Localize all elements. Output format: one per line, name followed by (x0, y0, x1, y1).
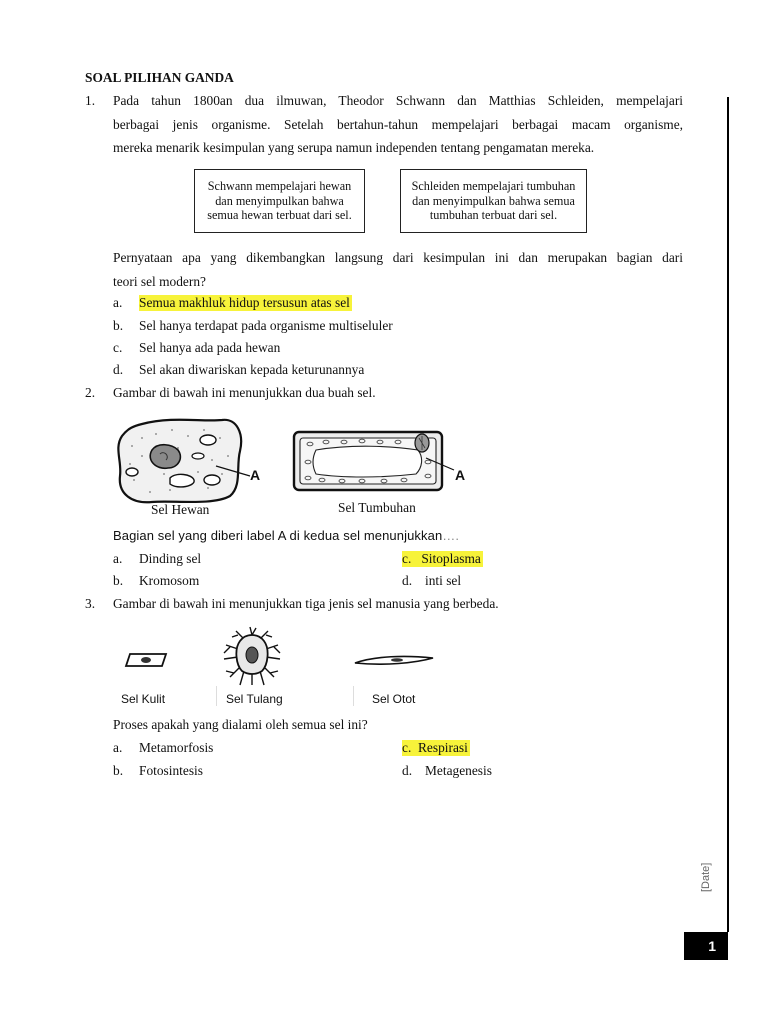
q2-option-a-text: Dinding sel (139, 551, 202, 566)
q3-text: Gambar di bawah ini menunjukkan tiga jenis sel manusia yang berbeda. (113, 596, 499, 611)
q1-line: mereka menarik kesimpulan yang serupa namun independen tentang pengamatan mereka. (113, 140, 595, 155)
q1-option-d-letter: d. (113, 362, 124, 377)
q2-option-d-letter: d. (402, 573, 413, 588)
q1-option-a-letter: a. (113, 295, 123, 310)
q3-option-a-letter: a. (113, 740, 123, 755)
q1-option-c-text: Sel hanya ada pada hewan (139, 340, 281, 355)
q2-question-dots: …. (442, 528, 460, 543)
q3-number: 3. (85, 596, 96, 611)
bone-cell-drawing (222, 627, 282, 687)
q1-option-b-letter: b. (113, 318, 124, 333)
muscle-cell-caption: Sel Otot (372, 692, 416, 706)
animal-cell-drawing (112, 416, 282, 506)
q1-option-d-text: Sel akan diwariskan kepada keturunannya (139, 362, 365, 377)
skin-cell-caption: Sel Kulit (121, 692, 166, 706)
q3-option-c (402, 740, 470, 756)
q2-number: 2. (85, 385, 96, 400)
q1-option-c-letter: c. (113, 340, 123, 355)
page-title: SOAL PILIHAN GANDA (85, 70, 234, 85)
animal-cell-caption: Sel Hewan (151, 502, 210, 517)
q2-option-b-text: Kromosom (139, 573, 200, 588)
q1-text (113, 89, 683, 160)
q2-text: Gambar di bawah ini menunjukkan dua buah sel. (113, 385, 376, 400)
q3-option-a-text: Metamorfosis (139, 740, 214, 755)
schwann-box: Schwann mempelajari hewan dan menyimpulkan bahwa semua hewan terbuat dari sel. (194, 169, 365, 233)
q3-option-b-letter: b. (113, 763, 124, 778)
q1-line: berbagai jenis organisme. Setelah bertahun-tahun mempelajari berbagai macam organisme, (113, 116, 683, 132)
q1-question (113, 246, 683, 293)
q2-option-c (402, 551, 483, 567)
q3-option-d-text: Metagenesis (425, 763, 492, 778)
q1-line: Pada tahun 1800an dua ilmuwan, Theodor Schwann dan Matthias Schleiden, mempelajari (113, 93, 683, 108)
q2-option-c-letter: c. (402, 551, 412, 566)
q3-option-b-text: Fotosintesis (139, 763, 203, 778)
q2-option-b-letter: b. (113, 573, 124, 588)
schleiden-box: Schleiden mempelajari tumbuhan dan menyimpulkan bahwa semua tumbuhan terbuat dari sel. (400, 169, 587, 233)
plant-cell-label-a: A (455, 467, 466, 483)
q3-option-c-text: Respirasi (418, 740, 468, 755)
q2-option-d-text: inti sel (425, 573, 462, 588)
skin-cell-drawing (126, 650, 170, 670)
plant-cell-drawing (292, 428, 452, 498)
caption-divider (216, 686, 217, 706)
q2-question-text: Bagian sel yang diberi label A di kedua sel menunjukkan (113, 528, 443, 543)
q1-option-a-text: Semua makhluk hidup tersusun atas sel (139, 295, 350, 310)
page-number: 1 (684, 932, 728, 960)
q2-option-a-letter: a. (113, 551, 123, 566)
q3-question: Proses apakah yang dialami oleh semua sel ini? (113, 717, 368, 732)
q3-option-c-letter: c. (402, 740, 412, 755)
animal-cell-label-a: A (250, 467, 261, 483)
q2-question (113, 528, 459, 543)
plant-cell-caption: Sel Tumbuhan (338, 500, 416, 515)
q1-question-line: teori sel modern? (113, 273, 206, 289)
q2-option-c-text: Sitoplasma (421, 551, 481, 566)
bone-cell-caption: Sel Tulang (226, 692, 283, 706)
caption-divider (353, 686, 354, 706)
q1-question-line: Pernyataan apa yang dikembangkan langsung dari kesimpulan ini dan merupakan bagian dari (113, 250, 683, 265)
q3-option-d-letter: d. (402, 763, 413, 778)
margin-rule (727, 97, 729, 932)
q1-number: 1. (85, 93, 96, 108)
muscle-cell-drawing (355, 654, 435, 668)
q1-option-b-text: Sel hanya terdapat pada organisme multiseluler (139, 318, 393, 333)
date-placeholder: [Date] (700, 862, 712, 892)
